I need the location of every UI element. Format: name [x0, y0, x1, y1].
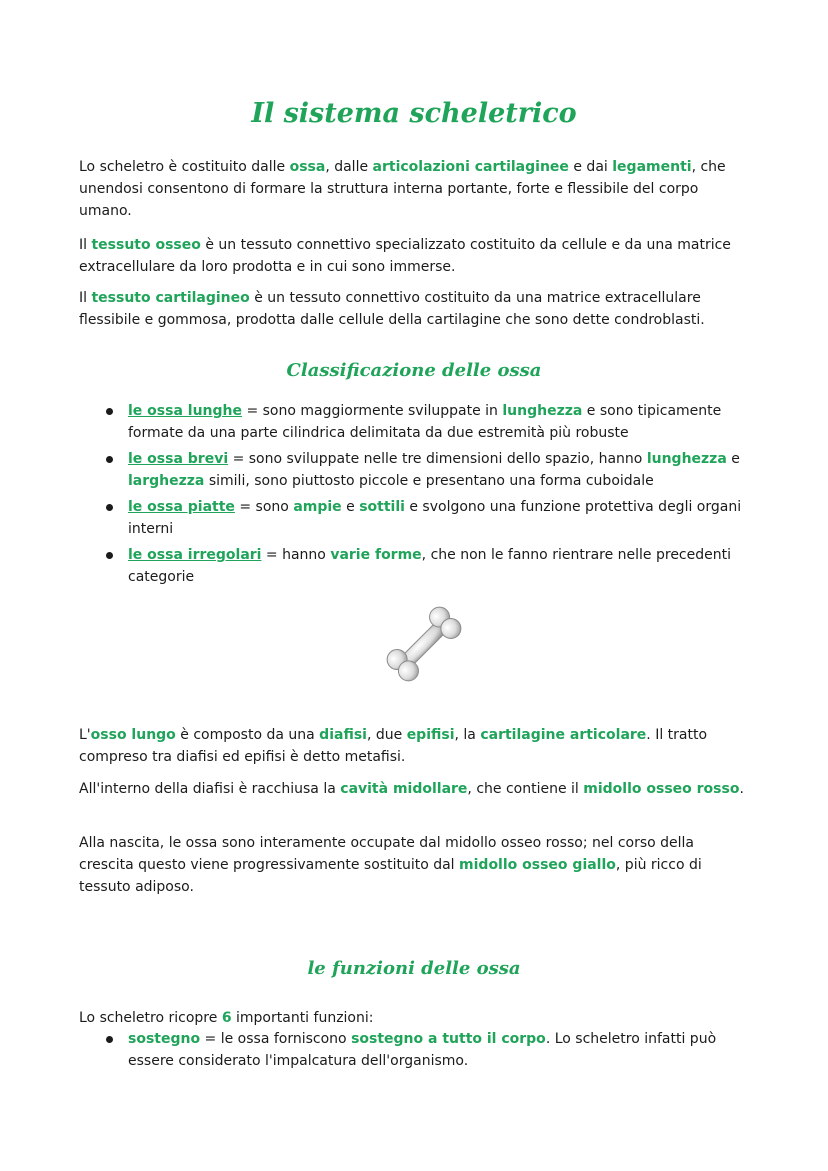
bullet-icon — [106, 552, 113, 559]
text-span: , dalle — [325, 159, 373, 175]
text-span: è un tessuto connettivo costituito da una matrice extracellulare flessibile e gommosa, prodotta dalle cellule della cartilagine che sono dette condroblasti. — [79, 290, 705, 328]
text-span: . Il tratto compreso tra diafisi ed epifisi è detto metafisi. — [79, 727, 708, 765]
highlight-tessuto-cartilagineo: tessuto cartilagineo — [91, 290, 250, 306]
text-span: . — [739, 781, 744, 797]
text-span: , la — [454, 727, 481, 743]
text-span: , due — [366, 727, 407, 743]
term-ossa-lunghe: le ossa lunghe — [128, 403, 242, 419]
highlight-midollo-giallo: midollo osseo giallo — [459, 857, 616, 873]
bullet-icon — [106, 1036, 113, 1043]
text-span: Il — [79, 237, 92, 253]
list-item — [102, 448, 754, 492]
text-span: Lo scheletro è costituito dalle — [79, 159, 290, 175]
text-span: Alla nascita, le ossa sono interamente occupate dal midollo osseo rosso; nel corso della crescita questo viene progressivamente sostituito dal — [79, 835, 695, 873]
highlight: larghezza — [128, 473, 205, 489]
text-span: e — [341, 499, 360, 515]
text-span: e dai — [568, 159, 613, 175]
list-item — [102, 544, 754, 588]
list-item — [102, 1028, 754, 1072]
text-span: = sono — [234, 499, 294, 515]
intro-paragraph-bone-tissue — [79, 234, 751, 278]
highlight: sostegno a tutto il corpo — [351, 1031, 546, 1047]
term-ossa-brevi: le ossa brevi — [128, 451, 229, 467]
text-span: , più ricco di tessuto adiposo. — [79, 857, 702, 895]
highlight-epifisi: epifisi — [406, 727, 455, 743]
functions-intro — [79, 1007, 751, 1029]
page-title: Il sistema scheletrico — [251, 98, 577, 129]
text-span: = hanno — [261, 547, 331, 563]
text-span: simili, sono piuttosto piccole e presentano una forma cuboidale — [204, 473, 654, 489]
highlight-legamenti: legamenti — [612, 159, 692, 175]
highlight-osso-lungo: osso lungo — [90, 727, 176, 743]
highlight-articolazioni: articolazioni cartilaginee — [372, 159, 569, 175]
term-sostegno: sostegno — [128, 1031, 201, 1047]
text-span: All'interno della diafisi è racchiusa la — [79, 781, 341, 797]
highlight-ossa: ossa — [289, 159, 326, 175]
section-heading-classification: Classificazione delle ossa — [286, 360, 542, 381]
text-span: e — [726, 451, 740, 467]
text-span: è composto da una — [175, 727, 320, 743]
text-span: , che non le fanno rientrare nelle precedenti categorie — [128, 547, 731, 585]
list-item — [102, 496, 754, 540]
highlight-tessuto-osseo: tessuto osseo — [91, 237, 201, 253]
text-span: = le ossa forniscono — [200, 1031, 352, 1047]
text-span: è un tessuto connettivo specializzato costituito da cellule e da una matrice extracellulare da loro prodotta e in cui sono immerse. — [79, 237, 731, 275]
text-span: Il — [79, 290, 92, 306]
bone-icon — [376, 598, 472, 690]
bullet-icon — [106, 408, 113, 415]
highlight: ampie — [293, 499, 342, 515]
highlight: sottili — [359, 499, 405, 515]
highlight-cartilagine: cartilagine articolare — [480, 727, 647, 743]
highlight-midollo-rosso: midollo osseo rosso — [583, 781, 740, 797]
bullet-icon — [106, 456, 113, 463]
long-bone-paragraph — [79, 724, 751, 768]
classification-list — [102, 400, 754, 592]
highlight: varie forme — [330, 547, 422, 563]
bullet-icon — [106, 504, 113, 511]
intro-paragraph-skeleton — [79, 156, 751, 222]
section-heading-functions: le funzioni delle ossa — [307, 958, 521, 979]
highlight-diafisi: diafisi — [319, 727, 367, 743]
text-span: importanti funzioni: — [231, 1010, 374, 1026]
text-span: , che contiene il — [467, 781, 584, 797]
functions-list — [102, 1028, 754, 1076]
term-ossa-irregolari: le ossa irregolari — [128, 547, 262, 563]
text-span: e svolgono una funzione protettiva degli organi interni — [128, 499, 742, 537]
text-span: Lo scheletro ricopre — [79, 1010, 222, 1026]
highlight: lunghezza — [502, 403, 583, 419]
text-span: = sono maggiormente sviluppate in — [242, 403, 503, 419]
highlight-cavita-midollare: cavità midollare — [340, 781, 468, 797]
text-span: , che unendosi consentono di formare la struttura interna portante, forte e flessibile del corpo umano. — [79, 159, 726, 219]
text-span: . Lo scheletro infatti può essere considerato l'impalcatura dell'organismo. — [128, 1031, 717, 1069]
intro-paragraph-cartilage — [79, 287, 751, 331]
list-item — [102, 400, 754, 444]
highlight-count: 6 — [221, 1010, 232, 1026]
text-span: = sono sviluppate nelle tre dimensioni dello spazio, hanno — [228, 451, 647, 467]
text-span: L' — [79, 727, 91, 743]
text-span: e sono tipicamente formate da una parte cilindrica delimitata da due estremità più robuste — [128, 403, 722, 441]
term-ossa-piatte: le ossa piatte — [128, 499, 235, 515]
marrow-paragraph — [79, 778, 751, 800]
growth-paragraph — [79, 832, 751, 898]
highlight: lunghezza — [646, 451, 727, 467]
